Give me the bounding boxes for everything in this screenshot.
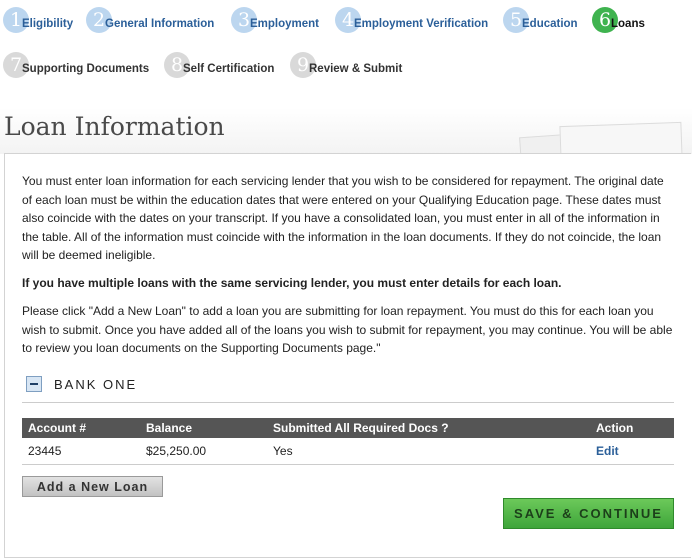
step-education[interactable]	[503, 7, 578, 33]
step-label: Eligibility	[22, 18, 74, 30]
lender-section-header	[26, 374, 137, 394]
step-number: 9	[290, 52, 316, 78]
step-label: Loans	[611, 18, 645, 30]
column-header-balance: Balance	[140, 418, 267, 438]
step-number: 2	[86, 7, 112, 33]
column-header-action: Action	[590, 418, 674, 438]
step-number: 7	[3, 52, 29, 78]
step-number: 6	[592, 7, 618, 33]
multiple-loans-note: If you have multiple loans with the same servicing lender, you must enter details for each loan.	[22, 276, 562, 290]
step-number: 1	[3, 7, 29, 33]
column-header-account: Account #	[22, 418, 140, 438]
step-number: 4	[335, 7, 361, 33]
page-title: Loan Information	[4, 112, 225, 141]
table-row	[22, 438, 674, 465]
step-number: 8	[164, 52, 190, 78]
table-header-row	[22, 418, 674, 438]
intro-text: You must enter loan information for each servicing lender that you wish to be considered for repayment. The original date of each loan must be within the education dates that were entered on your Qualifying Education page. These dates must also coincide with the dates on your transcript. If you have a consolidated loan, you must enter in all of the information in the table. All of the information must coincide with the information in the loan documents. If they do not coincide, the loan will be deemed ineligible.	[22, 174, 664, 262]
step-label: General Information	[105, 18, 215, 30]
step-review-submit[interactable]	[290, 52, 402, 78]
account-number-cell: 23445	[22, 438, 140, 465]
loans-table	[22, 418, 674, 465]
submitted-docs-cell: Yes	[267, 438, 590, 465]
divider	[22, 402, 674, 403]
step-label: Education	[522, 18, 578, 30]
column-header-submitted-docs: Submitted All Required Docs ?	[267, 418, 590, 438]
step-general-information[interactable]	[86, 7, 214, 33]
step-self-certification[interactable]	[164, 52, 274, 78]
balance-cell: $25,250.00	[140, 438, 267, 465]
step-label: Employment	[250, 18, 320, 30]
instructions-text: Please click "Add a New Loan" to add a loan you are submitting for loan repayment. You must do this for each loan you wish to submit. Once you have added all of the loans you wish to submit for repayment, you may continue. You will be able to review you loan documents on the Supporting Documents page."	[22, 304, 673, 355]
step-number: 3	[231, 7, 257, 33]
step-employment[interactable]	[231, 7, 319, 33]
progress-steps	[0, 0, 692, 108]
step-employment-verification[interactable]	[335, 7, 488, 33]
step-supporting-documents[interactable]	[3, 52, 149, 78]
collapse-minus-icon[interactable]	[26, 376, 42, 392]
edit-loan-link[interactable]: Edit	[590, 438, 674, 465]
step-label: Review & Submit	[309, 63, 403, 75]
step-loans[interactable]	[592, 7, 645, 33]
save-continue-button[interactable]: SAVE & CONTINUE	[503, 498, 674, 529]
step-label: Supporting Documents	[22, 63, 150, 75]
lender-name: BANK ONE	[54, 376, 138, 392]
step-number: 5	[503, 7, 529, 33]
step-label: Employment Verification	[354, 18, 489, 30]
step-eligibility[interactable]	[3, 7, 73, 33]
add-new-loan-button[interactable]: Add a New Loan	[22, 476, 163, 497]
step-label: Self Certification	[183, 63, 275, 75]
